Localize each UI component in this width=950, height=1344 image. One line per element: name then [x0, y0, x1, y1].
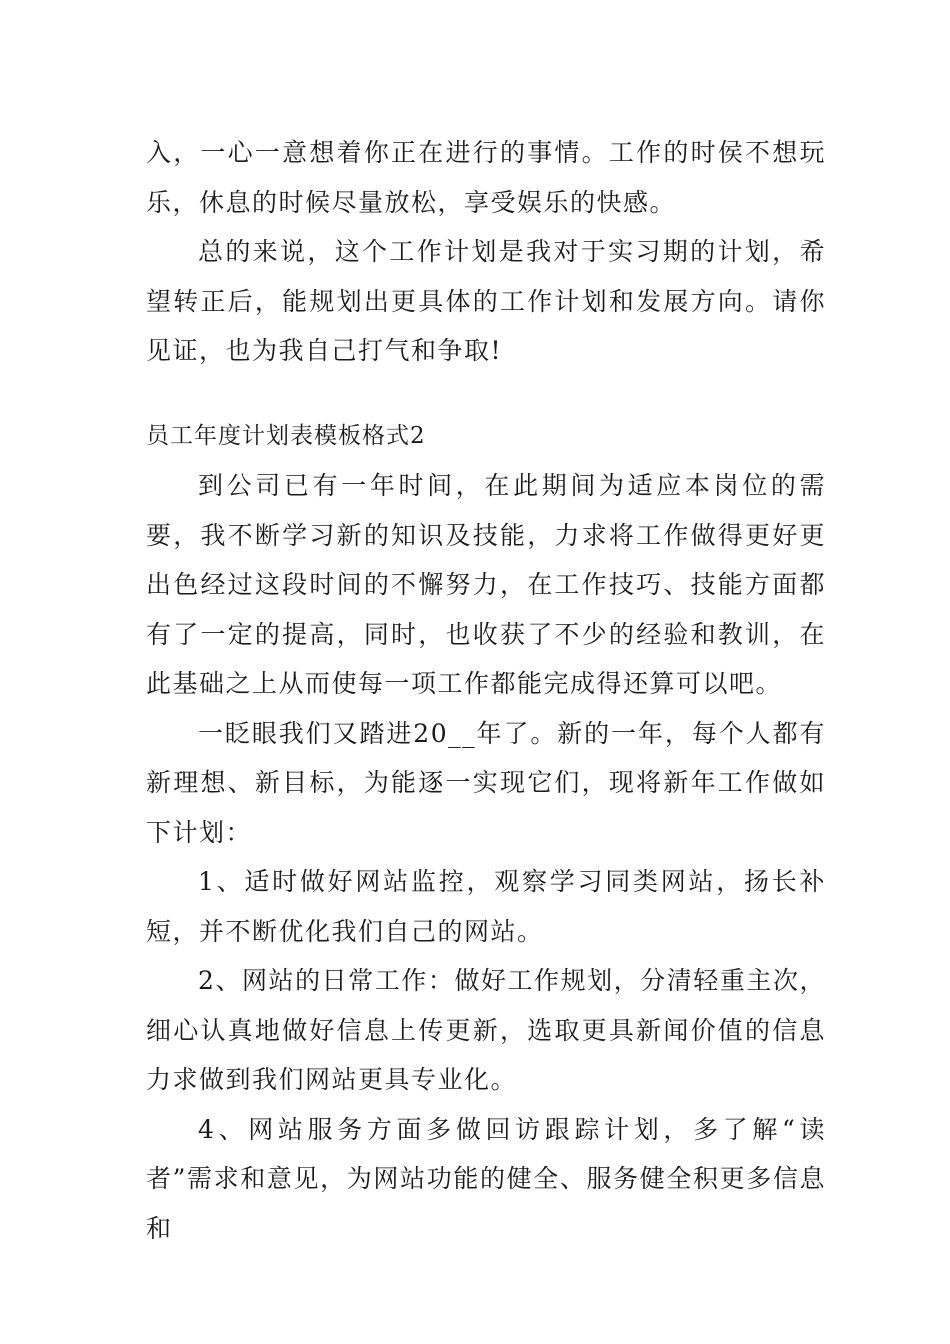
paragraph-item-1: 1、适时做好网站监控，观察学习同类网站，扬长补短，并不断优化我们自己的网站。 — [146, 867, 826, 946]
paragraph-summary: 总的来说，这个工作计划是我对于实习期的计划，希望转正后，能规划出更具体的工作计划和发展方向。请你见证，也为我自己打气和争取! — [146, 237, 826, 365]
document-page — [146, 128, 826, 1253]
paragraph-item-2: 2、网站的日常工作：做好工作规划，分清轻重主次，细心认真地做好信息上传更新，选取更具新闻价值的信息力求做到我们网站更具专业化。 — [146, 966, 826, 1094]
paragraph-item-4: 4、网站服务方面多做回访跟踪计划，多了解“读者”需求和意见，为网站功能的健全、服务健全积更多信息和 — [146, 1114, 826, 1243]
paragraph-intro: 到公司已有一年时间，在此期间为适应本岗位的需要，我不断学习新的知识及技能，力求将工作做得更好更出色经过这段时间的不懈努力，在工作技巧、技能方面都有了一定的提高，同时，也收获了不少的经验和教训，在此基础之上从而使每一项工作都能完成得还算可以吧。 — [146, 471, 826, 698]
paragraph-continuation: 入，一心一意想着你正在进行的事情。工作的时侯不想玩乐，休息的时候尽量放松，享受娱乐的快感。 — [146, 138, 826, 217]
section-heading: 员工年度计划表模板格式2 — [146, 422, 426, 449]
paragraph-new-year: 一眨眼我们又踏进20__年了。新的一年，每个人都有新理想、新目标，为能逐一实现它们，现将新年工作做如下计划： — [146, 718, 826, 847]
